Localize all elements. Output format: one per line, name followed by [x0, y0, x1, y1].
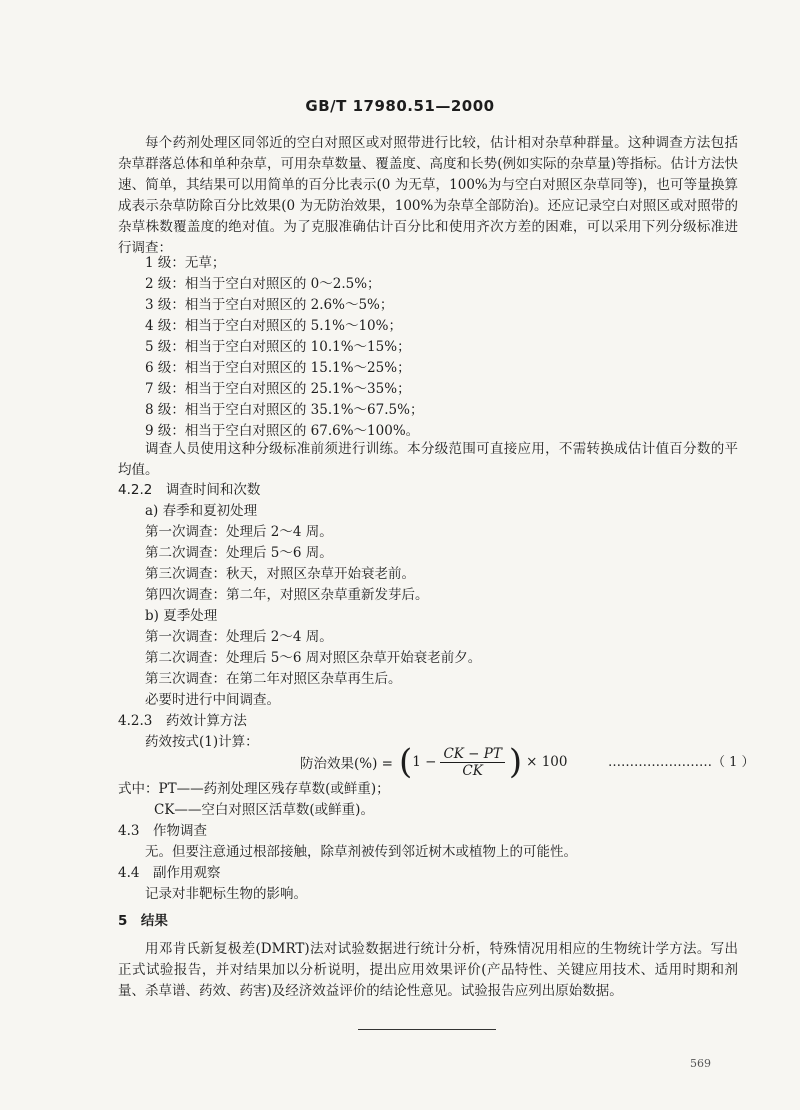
- survey-item: 第一次调查：处理后 2～4 周。: [145, 524, 333, 540]
- equation-number: ……………………（ 1 ）: [608, 755, 755, 770]
- grade-item: 7 级：相当于空白对照区的 25.1%～35%；: [145, 381, 411, 397]
- formula-denominator: CK: [462, 762, 483, 779]
- subsection-a-label: a) 春季和夏初处理: [145, 503, 258, 519]
- grade-item: 1 级：无草；: [145, 255, 226, 271]
- survey-note: 必要时进行中间调查。: [145, 692, 280, 708]
- variable-ck-definition: CK——空白对照区活草数(或鲜重)。: [154, 802, 374, 818]
- training-paragraph: 调查人员使用这种分级标准前须进行训练。本分级范围可直接应用，不需转换成估计值百分数的平均值。: [118, 441, 738, 478]
- formula-fraction: [440, 746, 504, 779]
- footer-rule: [358, 1029, 496, 1030]
- section-5-body: 用邓肯氏新复极差(DMRT)法对试验数据进行统计分析，特殊情况用相应的生物统计学方法。写出正式试验报告，并对结果加以分析说明，提出应用效果评价(产品特性、关键应用技术、适用时期和剂量、杀草谱、药效、药害)及经济效益评价的结论性意见。试验报告应列出原始数据。: [118, 941, 738, 999]
- section-4-3-body: 无。但要注意通过根部接触，除草剂被传到邻近树木或植物上的可能性。: [145, 844, 577, 860]
- survey-item: 第四次调查：第二年，对照区杂草重新发芽后。: [145, 587, 429, 603]
- survey-item: 第二次调查：处理后 5～6 周对照区杂草开始衰老前夕。: [145, 650, 482, 666]
- formula-lhs: 防治效果(%) =: [300, 756, 393, 772]
- survey-item: 第三次调查：在第二年对照区杂草再生后。: [145, 671, 402, 687]
- formula-intro: 药效按式(1)计算：: [145, 734, 259, 750]
- right-paren: ): [508, 742, 523, 782]
- survey-item: 第三次调查：秋天，对照区杂草开始衰老前。: [145, 566, 415, 582]
- subsection-b-label: b) 夏季处理: [145, 608, 218, 624]
- survey-item: 第二次调查：处理后 5～6 周。: [145, 545, 333, 561]
- section-4-3-heading: 4.3 作物调查: [118, 823, 207, 839]
- grade-item: 9 级：相当于空白对照区的 67.6%～100%。: [145, 423, 420, 439]
- formula-numerator: CK − PT: [440, 746, 504, 763]
- grade-item: 6 级：相当于空白对照区的 15.1%～25%；: [145, 360, 411, 376]
- grade-item: 2 级：相当于空白对照区的 0～2.5%；: [145, 276, 381, 292]
- grade-item: 5 级：相当于空白对照区的 10.1%～15%；: [145, 339, 411, 355]
- left-paren: (: [398, 742, 413, 782]
- formula-times: × 100: [526, 754, 568, 770]
- intro-paragraph: 每个药剂处理区同邻近的空白对照区或对照带进行比较，估计相对杂草种群量。这种调查方法包括杂草群落总体和单种杂草，可用杂草数量、覆盖度、高度和长势(例如实际的杂草量)等指标。估计方法快速、简单，其结果可以用简单的百分比表示(0 为无草，100%为与空白对照区杂草同等)，也可等量换算成表示杂草防除百分比效果(0 为无防治效果，100%为杂草全部防治)。还应记录空白对照区或对照带的杂草株数覆盖度的绝对值。为了克服准确估计百分比和使用齐次方差的困难，可以采用下列分级标准进行调查：: [118, 135, 738, 256]
- grade-item: 3 级：相当于空白对照区的 2.6%～5%；: [145, 297, 394, 313]
- section-5-heading: 5 结果: [118, 913, 168, 929]
- survey-item: 第一次调查：处理后 2～4 周。: [145, 629, 333, 645]
- section-4-4-body: 记录对非靶标生物的影响。: [145, 886, 307, 902]
- formula-one-minus: 1 −: [412, 754, 437, 770]
- section-4-2-2-heading: 4.2.2 调查时间和次数: [118, 482, 261, 498]
- variable-pt-definition: 式中：PT——药剂处理区残存草数(或鲜重)；: [118, 781, 390, 797]
- section-4-4-heading: 4.4 副作用观察: [118, 865, 221, 881]
- standard-number-header: GB/T 17980.51—2000: [305, 97, 495, 115]
- page-number: 569: [690, 1057, 711, 1070]
- grade-item: 4 级：相当于空白对照区的 5.1%～10%；: [145, 318, 402, 334]
- section-4-2-3-heading: 4.2.3 药效计算方法: [118, 713, 247, 729]
- grade-item: 8 级：相当于空白对照区的 35.1%～67.5%；: [145, 402, 424, 418]
